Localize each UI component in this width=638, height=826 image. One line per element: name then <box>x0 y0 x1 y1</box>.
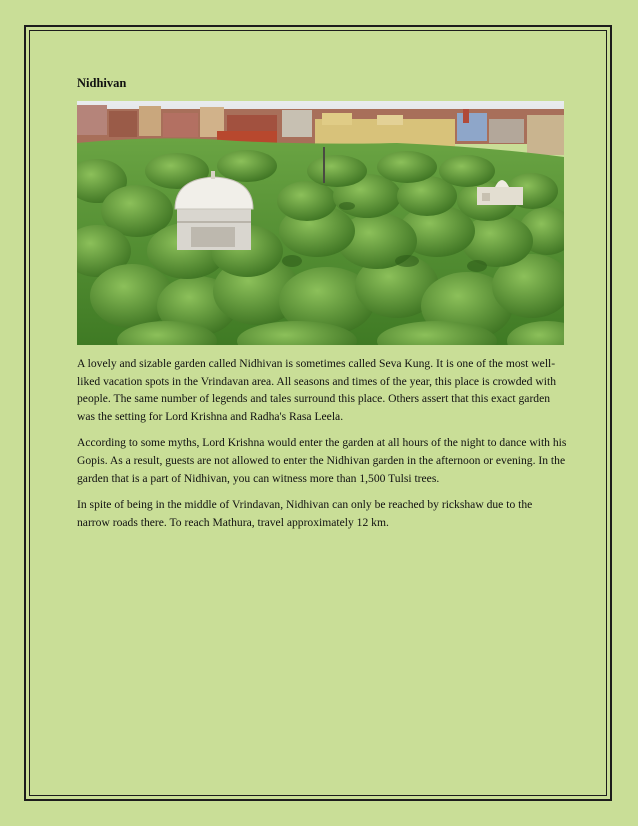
article-body <box>77 355 567 540</box>
nidhivan-garden-photo <box>77 101 564 345</box>
paragraph: In spite of being in the middle of Vrindavan, Nidhivan can only be reached by rickshaw due to the narrow roads there. To reach Mathura, travel approximately 12 km. <box>77 498 533 529</box>
paragraph: A lovely and sizable garden called Nidhivan is sometimes called Seva Kung. It is one of the most well-liked vacation spots in the Vrindavan area. All seasons and times of the year, this place is crowded with people. The same number of legends and tales surround this place. Others assert that this exact garden was the setting for Lord Krishna and Radha's Rasa Leela. <box>77 357 556 423</box>
section-heading: Nidhivan <box>77 76 127 90</box>
paragraph: According to some myths, Lord Krishna would enter the garden at all hours of the night to dance with his Gopis. As a result, guests are not allowed to enter the Nidhivan garden in the afternoon or evening. In the garden that is a part of Nidhivan, you can witness more than 1,500 Tulsi trees. <box>77 436 567 485</box>
